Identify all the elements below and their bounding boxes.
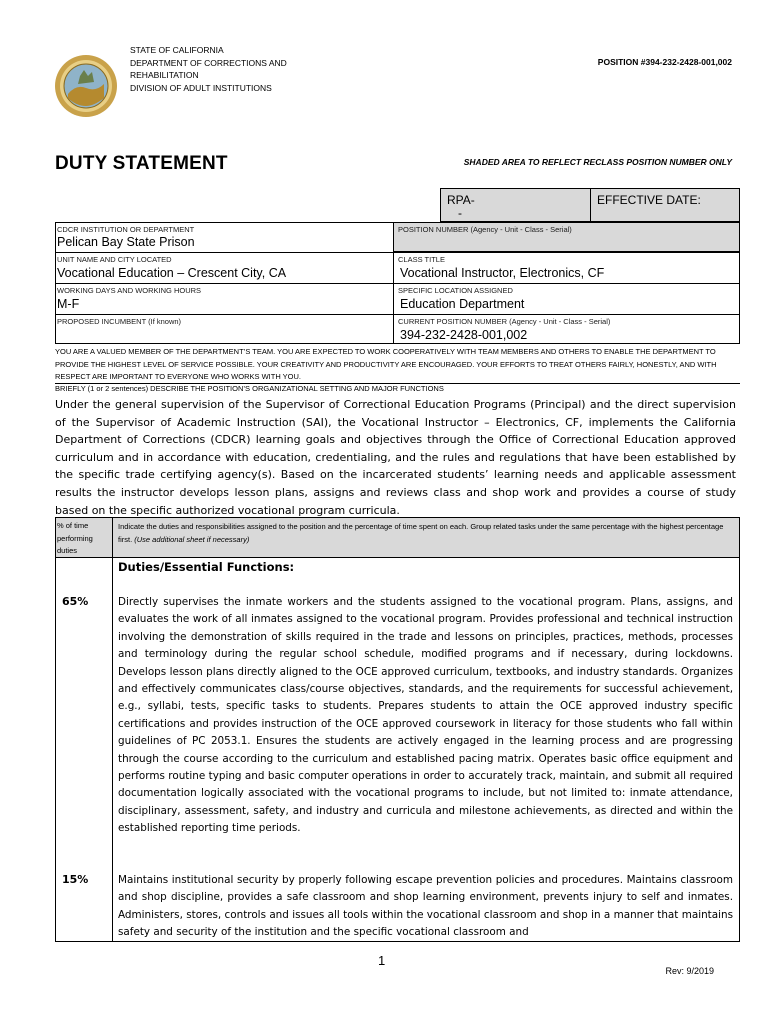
duty-description: Maintains institutional security by properly following escape prevention policies and procedures. Maintains classroom and shop discipline, provides a safe classroom and shop learning environment, prevents injury to self and inmates. Administers, stores, controls and issues all tools within the vocational classroom and shop in a manner that maintains safety and security of the institution and the specific vocational classroom and (118, 874, 733, 939)
unit-label: UNIT NAME AND CITY LOCATED (57, 255, 172, 264)
duty-percent: 15% (62, 873, 89, 886)
rpa-label: RPA- (447, 193, 475, 207)
briefly-label: BRIEFLY (1 or 2 sentences) DESCRIBE THE POSITION’S ORGANIZATIONAL SETTING AND MAJOR FUNCTIONS (55, 384, 444, 393)
duties-instructions-note: (Use additional sheet if necessary) (134, 535, 250, 544)
class-title-value: Vocational Instructor, Electronics, CF (400, 266, 605, 280)
incumbent-label: PROPOSED INCUMBENT (If known) (57, 317, 182, 326)
agency-line: REHABILITATION (130, 70, 199, 81)
duty-description: Directly supervises the inmate workers and the students assigned to the vocational program. Plans, assigns, and evaluates the work of all inmates assigned to the vocational program. Provides professional and technical instruction involving the demonstration of skills required in the trade and lessons on principles, practices, methods, processes and terminology during the regular school schedule, modified programs and if necessary, during lockdowns. Develops lesson plans directly aligned to the OCE approved curriculum, textbooks, and industry standards. Organizes and effectively communicates class/course objectives, standards, and the requirements for successful achievement, e.g., syllabi, tests, specific tasks to students. Prepares students to attain the OCE approved industry specific certifications and provides instruction of the OCE approved coursework in literacy for those students who fall within guidelines of PC 2053.1. Ensures the students are actively engaged in the learning process and are progressing through the course according to the curriculum and established pacing matrix. Operates basic office equipment and performs routine typing and basic computer operations in order to accurately track, maintain, and submit all required documentation logically associated with the vocational programs to include, but not limited to: inmate attendance, disciplinary, assessment, safety, and industry and curricula and milestone achievements, as directed and within the established reporting time periods. (118, 596, 733, 835)
duties-instructions (118, 520, 734, 546)
working-days-label: WORKING DAYS AND WORKING HOURS (57, 286, 202, 295)
revision-date: Rev: 9/2019 (665, 966, 714, 976)
position-number-header: POSITION #394-232-2428-001,002 (597, 57, 732, 67)
agency-header (130, 44, 287, 94)
grid-row-line (55, 252, 740, 253)
agency-line: STATE OF CALIFORNIA (130, 45, 224, 55)
institution-label: CDCR INSTITUTION OR DEPARTMENT (57, 225, 195, 234)
duties-instructions-text: Indicate the duties and responsibilities assigned to the position and the percentage of time spent on each. Group related tasks under the same percentage with the highest percentage first. (118, 522, 724, 544)
duties-title: Duties/Essential Functions: (118, 560, 295, 574)
page-number: 1 (378, 953, 386, 968)
rpa-divider (590, 188, 591, 222)
effective-date-label: EFFECTIVE DATE: (597, 193, 701, 207)
institution-value: Pelican Bay State Prison (57, 235, 195, 249)
position-number-label: POSITION NUMBER (Agency - Unit - Class - Serial) (398, 225, 572, 234)
current-position-value: 394-232-2428-001,002 (400, 328, 528, 342)
page-title: DUTY STATEMENT (55, 153, 228, 174)
duty-percent: 65% (62, 595, 89, 608)
agency-line: DIVISION OF ADULT INSTITUTIONS (130, 82, 272, 93)
working-days-value: M-F (57, 297, 80, 311)
grid-row-line (55, 314, 740, 315)
team-notice: YOU ARE A VALUED MEMBER OF THE DEPARTMENT’S TEAM. YOU ARE EXPECTED TO WORK COOPERATIVELY WITH TEAM MEMBERS AND OTHERS TO ENABLE THE DEPARTMENT TO PROVIDE THE HIGHEST LEVEL OF SERVICE POSSIBLE. YOUR CREATIVITY AND PRODUCTIVITY ARE ENCOURAGED. YOUR EFFORTS TO TREAT OTHERS FAIRLY, HONESTLY, AND WITH RESPECT ARE IMPORTANT TO EVERYONE WHO WORKS WITH YOU. (55, 347, 717, 381)
class-title-label: CLASS TITLE (398, 255, 445, 264)
specific-location-value: Education Department (400, 297, 525, 311)
shaded-area-note: SHADED AREA TO REFLECT RECLASS POSITION NUMBER ONLY (463, 157, 732, 167)
current-position-label: CURRENT POSITION NUMBER (Agency - Unit - Class - Serial) (398, 317, 611, 326)
grid-row-line (55, 283, 740, 284)
agency-line: DEPARTMENT OF CORRECTIONS AND (130, 57, 287, 68)
rpa-dash: - (458, 206, 462, 220)
unit-value: Vocational Education – Crescent City, CA (57, 266, 287, 280)
state-seal-icon (54, 54, 118, 118)
specific-location-label: SPECIFIC LOCATION ASSIGNED (398, 286, 513, 295)
duties-column-divider (112, 517, 113, 942)
percent-time-header: % of time performing duties (57, 521, 93, 555)
position-summary: Under the general supervision of the Supervisor of Correctional Education Programs (Principal) and the direct supervision of the Supervisor of Academic Instruction (SAI), the Vocational Instructor – Electronics, CF, implements the California Department of Corrections (CDCR) learning goals and objectives through the Office of Correctional Education approved curriculum and in accordance with education, credentialing, and the rules and regulations that have been established by the specific trade certifying agency(s). Based on the incarcerated students’ learning needs and applicable assessment results the instructor develops lesson plans, assigns and reviews class and shop work and provides a course of study based on the specific authorized vocational program curricula. (55, 398, 736, 517)
